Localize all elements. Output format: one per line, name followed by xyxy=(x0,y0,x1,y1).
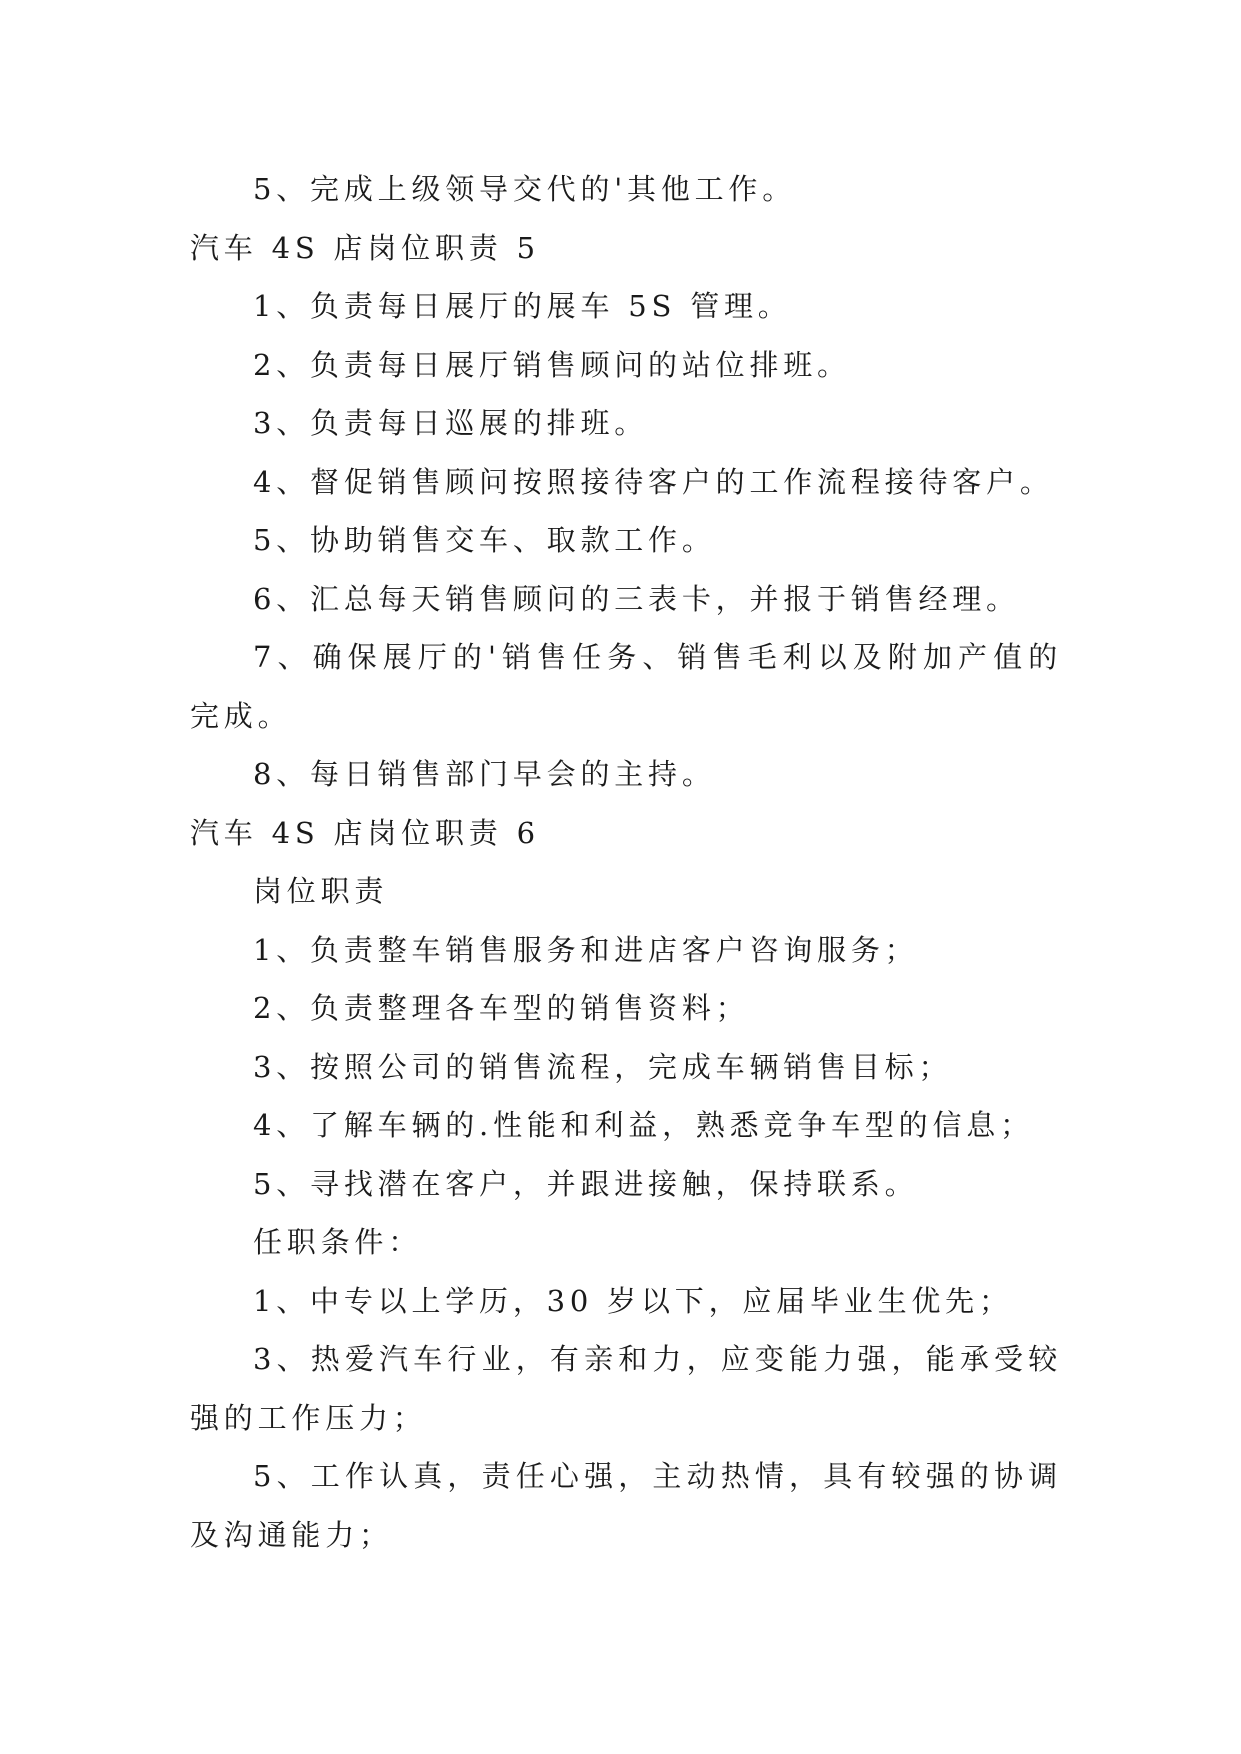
list-item: 5、完成上级领导交代的'其他工作。 xyxy=(253,172,797,206)
list-item: 1、负责整车销售服务和进店客户咨询服务； xyxy=(253,932,919,967)
list-item: 2、负责每日展厅销售顾问的站位排班。 xyxy=(253,347,851,382)
section-heading: 汽车 4S 店岗位职责 6 xyxy=(190,815,540,850)
list-item: 2、负责整理各车型的销售资料； xyxy=(253,991,750,1025)
list-item: 8、每日销售部门早会的主持。 xyxy=(253,757,716,791)
list-item: 3、按照公司的销售流程，完成车辆销售目标； xyxy=(253,1049,953,1084)
subsection-label: 岗位职责 xyxy=(253,874,389,908)
subsection-label: 任职条件： xyxy=(253,1225,423,1259)
list-item: 4、督促销售顾问按照接待客户的工作流程接待客户。 xyxy=(253,464,1054,499)
section-heading: 汽车 4S 店岗位职责 5 xyxy=(190,230,540,265)
list-item: 1、中专以上学历，30 岁以下，应届毕业生优先； xyxy=(253,1283,1013,1318)
list-item: 5、协助销售交车、取款工作。 xyxy=(253,523,716,557)
list-item-paragraph: 3、热爱汽车行业，有亲和力，应变能力强，能承受较强的工作压力； xyxy=(190,1342,1062,1435)
list-item-paragraph: 5、工作认真，责任心强，主动热情，具有较强的协调及沟通能力； xyxy=(190,1459,1062,1552)
list-item: 1、负责每日展厅的展车 5S 管理。 xyxy=(253,289,792,323)
document-body xyxy=(190,160,1062,1564)
list-item-paragraph: 7、确保展厅的'销售任务、销售毛利以及附加产值的完成。 xyxy=(190,640,1062,733)
list-item: 3、负责每日巡展的排班。 xyxy=(253,406,649,440)
list-item: 5、寻找潜在客户，并跟进接触，保持联系。 xyxy=(253,1166,919,1201)
list-item: 6、汇总每天销售顾问的三表卡，并报于销售经理。 xyxy=(253,581,1020,616)
list-item: 4、了解车辆的.性能和利益，熟悉竞争车型的信息； xyxy=(253,1108,1034,1142)
